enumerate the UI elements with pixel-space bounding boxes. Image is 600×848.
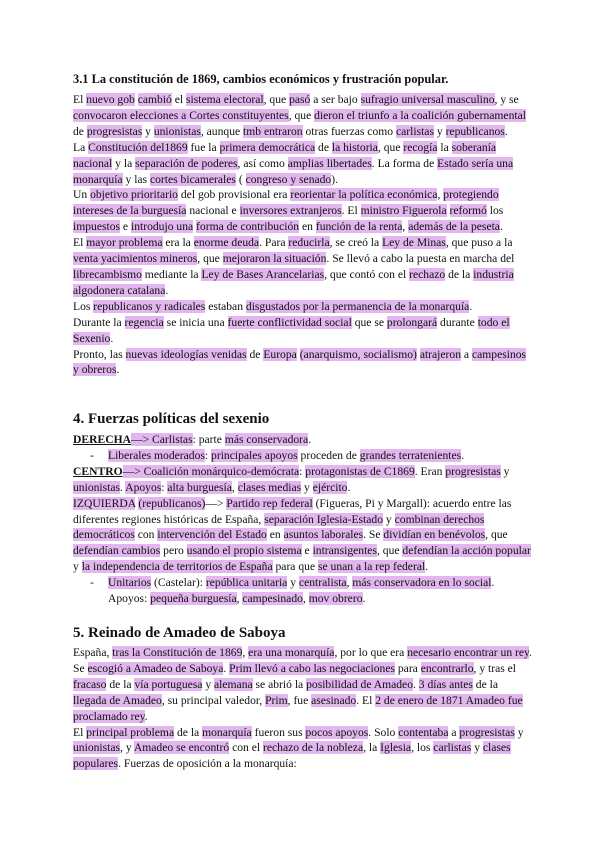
highlighted-text: carlistas	[433, 741, 472, 755]
highlighted-text: soberanía nacional	[73, 140, 497, 170]
highlighted-text: —>	[130, 433, 153, 446]
text-run: , aunque	[200, 124, 244, 138]
highlighted-text: rechazo de la nobleza	[263, 741, 364, 755]
highlighted-text: sistema electoral	[186, 93, 264, 106]
text-run: Los	[73, 299, 94, 313]
highlighted-text: Carlistas	[152, 433, 193, 446]
highlighted-text: clases populares	[73, 741, 511, 771]
text-run: —>	[205, 496, 227, 510]
text-run: proceden de	[297, 448, 360, 462]
highlighted-text: tmb entraron	[243, 124, 303, 138]
text-run: con	[134, 528, 158, 542]
highlighted-text: tras la Constitución de 1869	[112, 646, 243, 659]
paragraph	[73, 432, 533, 448]
paragraph	[73, 725, 533, 773]
highlighted-text: unionistas	[73, 741, 121, 755]
text-run: .	[504, 124, 508, 138]
text-run: y	[500, 464, 510, 478]
text-run: y	[433, 124, 446, 138]
text-run: .	[425, 560, 429, 574]
highlighted-text: intervención del Estado	[157, 528, 267, 542]
text-run: pero	[160, 544, 187, 558]
text-run: de	[246, 347, 264, 361]
highlighted-text: la independencia de territorios de España	[81, 560, 273, 574]
highlighted-text: (anarquismo, socialismo)	[299, 347, 417, 361]
paragraph	[73, 464, 533, 496]
highlighted-text: convocaron elecciones a Cortes constituyentes	[73, 108, 289, 122]
highlighted-text: reformó	[449, 204, 487, 218]
section-5-body	[73, 645, 533, 772]
highlighted-text: alemana	[214, 677, 253, 691]
text-run: , que	[263, 93, 290, 106]
highlighted-text: congreso y senado	[245, 172, 332, 186]
text-run: :	[299, 464, 306, 478]
section-label: CENTRO	[73, 464, 123, 478]
highlighted-text: república unitaria	[205, 576, 288, 590]
highlighted-text: defendían cambios	[73, 544, 161, 558]
highlighted-text: primera democrática	[219, 140, 316, 154]
highlighted-text: regencia	[124, 315, 164, 329]
text-run: e	[120, 220, 131, 234]
highlighted-text: pequeña burguesía	[150, 592, 237, 606]
highlighted-text: contentaba	[398, 725, 449, 739]
highlighted-text: 3 días antes	[418, 677, 473, 691]
text-run: , por lo que era	[334, 646, 408, 659]
highlighted-text: inversores extranjeros	[239, 204, 342, 218]
highlighted-text: Apoyos	[125, 480, 162, 494]
highlighted-text: más conservadora	[224, 433, 309, 446]
highlighted-text: usando el propio sistema	[186, 544, 302, 558]
text-run: y	[471, 741, 483, 755]
highlighted-text: mayor problema	[86, 236, 163, 250]
text-run: . Fuerzas de oposición a la monarquía:	[118, 757, 297, 771]
highlighted-text: unionistas	[73, 480, 121, 494]
highlighted-text: prolongará	[386, 315, 438, 329]
section-3-1-body	[73, 92, 533, 378]
highlighted-text: Prim llevó a cabo las negociaciones	[229, 661, 395, 675]
text-run: mediante la	[141, 267, 202, 281]
text-run: y las	[122, 172, 150, 186]
text-run: . El	[356, 693, 376, 707]
text-run: , que	[197, 252, 223, 266]
highlighted-text: nuevas ideologías venidas	[125, 347, 247, 361]
text-run: La	[73, 140, 89, 154]
text-run: El	[73, 725, 87, 739]
highlighted-text: protegiendo intereses de la burguesía	[73, 188, 499, 218]
highlighted-text: republicanos y radicales	[93, 299, 206, 313]
text-run: fueron sus	[251, 725, 306, 739]
text-run: El	[73, 93, 87, 106]
highlighted-text: vía portuguesa	[134, 677, 203, 691]
text-run: , que	[377, 140, 404, 154]
text-run: y	[202, 677, 215, 691]
section-4-body	[73, 432, 533, 607]
list-item	[73, 448, 533, 464]
highlighted-text: librecambismo	[73, 267, 142, 281]
highlighted-text: IZQUIERDA	[73, 496, 136, 510]
text-run: se inicia una	[163, 315, 228, 329]
highlighted-text: cortes bicamerales	[149, 172, 236, 186]
text-run: .	[116, 363, 120, 377]
text-run: (Castelar):	[151, 576, 206, 590]
highlighted-text: ejército	[312, 480, 348, 494]
text-run: (	[235, 172, 246, 186]
text-run: .	[491, 576, 495, 590]
text-run: el	[171, 93, 187, 106]
text-run: , fue	[287, 693, 312, 707]
highlighted-text: —> Coalición monárquico-demócrata	[122, 464, 300, 478]
text-run: . Eran	[414, 464, 446, 478]
text-run: a	[461, 347, 472, 361]
text-run: que se	[351, 315, 387, 329]
highlighted-text: se unan a la rep federal	[318, 560, 426, 574]
text-run: los	[486, 204, 504, 218]
highlighted-text: Partido rep federal	[226, 496, 313, 510]
text-run: ,	[346, 576, 353, 590]
highlighted-text: nuevo gob	[86, 93, 135, 106]
text-run: , así como	[237, 156, 288, 170]
highlighted-text: encontrarlo	[420, 661, 474, 675]
text-run: . Se	[73, 646, 533, 675]
highlighted-text: amplias libertades	[287, 156, 372, 170]
text-run: durante	[437, 315, 478, 329]
highlighted-text: función de la renta	[315, 220, 403, 234]
text-run: la	[437, 140, 452, 154]
text-run: y	[301, 480, 313, 494]
highlighted-text: Prim	[265, 693, 288, 707]
highlighted-text: pasó	[289, 93, 311, 106]
text-run: , su principal valedor,	[161, 693, 266, 707]
text-run: Pronto, las	[73, 347, 126, 361]
highlighted-text: venta yacimientos mineros	[73, 252, 198, 266]
highlighted-text: monarquía	[202, 725, 252, 739]
highlighted-text: cambió	[137, 93, 172, 106]
text-run: .	[469, 299, 473, 313]
text-run: de la	[106, 677, 135, 691]
highlighted-text: objetivo prioritario	[90, 188, 178, 202]
highlighted-text: todo el	[477, 315, 510, 329]
highlighted-text: era una monarquía	[248, 646, 335, 659]
highlighted-text: Ley de Bases Arancelarias	[201, 267, 325, 281]
text-run: se abrió la	[252, 677, 307, 691]
highlighted-text: más conservadora en lo social	[352, 576, 492, 590]
text-run: : parte	[192, 433, 225, 446]
paragraph	[73, 92, 533, 140]
text-run: .	[499, 220, 503, 234]
text-run: estaban	[205, 299, 246, 313]
highlighted-text: Ley de Minas	[382, 236, 446, 250]
highlighted-text: escogió a Amadeo de Saboya	[87, 661, 224, 675]
text-run: El	[73, 236, 87, 250]
text-run: , y tras el	[473, 661, 517, 675]
text-run: , que contó con el	[324, 267, 410, 281]
text-run: , que	[485, 528, 508, 542]
highlighted-text: asuntos laborales	[283, 528, 364, 542]
highlighted-text: dieron el triunfo a la coalición gubernamental	[314, 108, 526, 122]
highlighted-text: reorientar la política económica	[290, 188, 438, 202]
text-run: . Solo	[368, 725, 399, 739]
list-item-continuation	[73, 591, 533, 607]
highlighted-text: llegada de Amadeo	[73, 693, 162, 707]
section-label: DERECHA	[73, 433, 131, 446]
highlighted-text: separación Iglesia-Estado	[264, 512, 384, 526]
highlighted-text: asesinado	[311, 693, 357, 707]
highlighted-text: Amadeo se encontró	[133, 741, 230, 755]
text-run: .	[120, 480, 126, 494]
highlighted-text: además de la peseta	[408, 220, 500, 234]
text-run: , y	[120, 741, 134, 755]
paragraph	[73, 187, 533, 235]
highlighted-text: forma de contribución	[196, 220, 300, 234]
text-run: . La forma de	[371, 156, 438, 170]
text-run: ,	[231, 480, 238, 494]
highlighted-text: Liberales moderados	[108, 448, 205, 462]
highlighted-text: progresistas	[459, 725, 515, 739]
text-run: (Figueras, Pi y Margall): acuerdo entre las diferentes regiones históricas de España,	[73, 496, 512, 526]
text-run: .	[144, 709, 148, 723]
paragraph	[73, 645, 533, 725]
highlighted-text: principal problema	[86, 725, 175, 739]
highlighted-text: Europa	[263, 347, 297, 361]
text-run: de la	[445, 267, 474, 281]
section-heading-4: 4. Fuerzas políticas del sexenio	[73, 411, 270, 427]
highlighted-text: recogía	[403, 140, 438, 154]
highlighted-text: Constitución del1869	[88, 140, 188, 154]
text-run: .	[362, 592, 366, 606]
text-run: , que	[376, 544, 403, 558]
highlighted-text: Estado sería una monarquía	[73, 156, 514, 186]
highlighted-text: combinan derechos democráticos	[73, 512, 485, 542]
text-run: .	[461, 448, 465, 462]
text-run: , y se	[494, 93, 519, 106]
highlighted-text: rechazo	[409, 267, 446, 281]
highlighted-text: unionistas	[153, 124, 201, 138]
highlighted-text: 2 de enero de 1871 Amadeo fue proclamado rey	[73, 693, 523, 723]
text-run: , la	[363, 741, 381, 755]
highlighted-text: principales apoyos	[211, 448, 298, 462]
highlighted-text: alta burguesía	[167, 480, 232, 494]
highlighted-text: grandes terratenientes	[359, 448, 462, 462]
list-dash: -	[90, 576, 94, 590]
text-run: de	[73, 124, 87, 138]
text-run: era la	[162, 236, 194, 250]
highlighted-text: fracaso	[73, 677, 107, 691]
highlighted-text: republicanos	[445, 124, 505, 138]
text-run: ,	[402, 220, 409, 234]
section-heading-5: 5. Reinado de Amadeo de Saboya	[73, 625, 286, 641]
highlighted-text: disgustados por la permanencia de la monarquía	[245, 299, 470, 313]
text-run: España,	[73, 646, 113, 659]
text-run: y	[142, 124, 154, 138]
text-run: para	[394, 661, 421, 675]
paragraph	[73, 496, 533, 576]
highlighted-text: Sexenio	[73, 331, 111, 345]
highlighted-text: carlistas	[395, 124, 434, 138]
text-run: .	[110, 331, 114, 345]
paragraph	[73, 347, 533, 379]
text-run: nacional e	[186, 204, 240, 218]
highlighted-text: campesinado	[242, 592, 303, 606]
highlighted-text: introdujo una	[130, 220, 194, 234]
text-run: del gob provisional era	[177, 188, 291, 202]
text-run: ,	[236, 592, 243, 606]
text-run: e	[301, 544, 313, 558]
section-heading-3-1: 3.1 La constitución de 1869, cambios económicos y frustración popular.	[73, 72, 449, 86]
highlighted-text: progresistas	[445, 464, 501, 478]
text-run: Apoyos:	[108, 592, 151, 606]
highlighted-text: industria algodonera catalana	[73, 267, 514, 297]
highlighted-text: fuerte conflictividad social	[227, 315, 352, 329]
list-item	[73, 575, 533, 591]
text-run: . Se llevó a cabo la puesta en marcha del	[326, 252, 515, 266]
text-run: ,	[302, 592, 309, 606]
text-run: .	[223, 661, 230, 675]
text-run: y	[73, 560, 82, 574]
highlighted-text: (republicanos)	[138, 496, 206, 510]
text-run: . Para	[259, 236, 289, 250]
text-run: de la	[472, 677, 498, 691]
text-run: ,	[242, 646, 249, 659]
text-run: Durante la	[73, 315, 125, 329]
paragraph	[73, 140, 533, 188]
highlighted-text: centralista	[298, 576, 347, 590]
text-run: fue la	[187, 140, 220, 154]
paragraph	[73, 235, 533, 299]
text-run: y	[383, 512, 395, 526]
text-run: y la	[112, 156, 136, 170]
text-run: en	[299, 220, 316, 234]
text-run: .	[165, 283, 169, 297]
highlighted-text: mejoraron la situación	[222, 252, 327, 266]
highlighted-text: posibilidad de Amadeo	[306, 677, 413, 691]
highlighted-text: impuestos	[73, 220, 121, 234]
text-run: de	[315, 140, 332, 154]
text-run: y	[514, 725, 524, 739]
text-run: para que	[272, 560, 318, 574]
highlighted-text: clases medias	[237, 480, 302, 494]
text-run: a	[448, 725, 460, 739]
text-run: , se creó la	[329, 236, 383, 250]
highlighted-text: pocos apoyos	[305, 725, 369, 739]
text-run: .	[347, 480, 351, 494]
text-run: y	[287, 576, 299, 590]
highlighted-text: separación de poderes	[135, 156, 238, 170]
highlighted-text: campesinos y obreros	[73, 347, 527, 377]
paragraph	[73, 315, 533, 347]
text-run: ,	[437, 188, 444, 202]
text-run: , que puso a la	[445, 236, 513, 250]
highlighted-text: ministro Figuerola	[360, 204, 447, 218]
highlighted-text: necesario encontrar un rey	[407, 646, 530, 659]
text-run: :	[204, 448, 212, 462]
highlighted-text: Unitarios	[108, 576, 152, 590]
highlighted-text: la historia	[331, 140, 378, 154]
text-run: .	[413, 677, 419, 691]
highlighted-text: Iglesia	[380, 741, 412, 755]
text-run: Un	[73, 188, 91, 202]
highlighted-text: intransigentes	[312, 544, 377, 558]
text-run: otras fuerzas como	[302, 124, 396, 138]
highlighted-text: dividían en benévolos	[383, 528, 486, 542]
highlighted-text: defendían la acción popular	[402, 544, 531, 558]
highlighted-text: reducirla	[288, 236, 330, 250]
text-run: a ser bajo	[310, 93, 361, 106]
text-run: ).	[331, 172, 338, 186]
text-run: de la	[174, 725, 203, 739]
paragraph	[73, 299, 533, 315]
text-run: , los	[411, 741, 434, 755]
highlighted-text: mov obrero	[308, 592, 363, 606]
highlighted-text: protagonistas de C1869	[305, 464, 415, 478]
text-run: , que	[288, 108, 315, 122]
text-run: . El	[341, 204, 361, 218]
list-dash: -	[90, 448, 94, 462]
text-run: :	[161, 480, 168, 494]
highlighted-text: progresistas	[86, 124, 143, 138]
highlighted-text: sufragio universal masculino	[360, 93, 495, 106]
text-run: . Se	[363, 528, 384, 542]
text-run: .	[308, 433, 312, 446]
highlighted-text: enorme deuda	[193, 236, 260, 250]
text-run: con el	[229, 741, 263, 755]
text-run: en	[266, 528, 284, 542]
highlighted-text: atrajeron	[419, 347, 462, 361]
